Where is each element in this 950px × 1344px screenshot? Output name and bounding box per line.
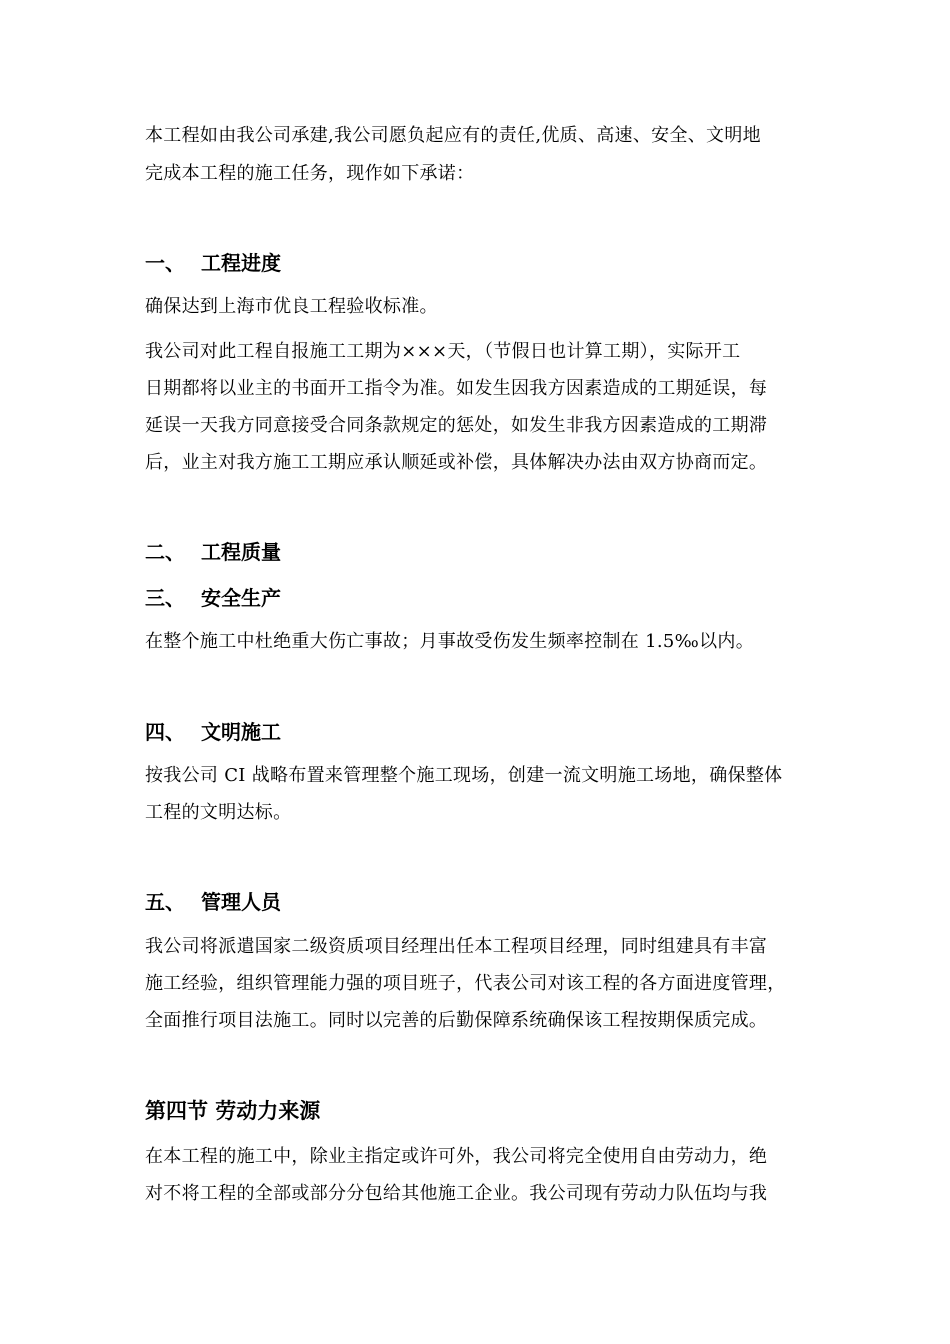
progress-line-4: 延误一天我方同意接受合同条款规定的惩处，如发生非我方因素造成的工期滞 — [145, 415, 768, 436]
progress-line-1: 确保达到上海市优良工程验收标准。 — [145, 296, 438, 317]
section-title: 安全生产 — [201, 586, 281, 610]
management-line-1: 我公司将派遣国家二级资质项目经理出任本工程项目经理，同时组建具有丰富 — [145, 936, 768, 957]
intro-line-1: 本工程如由我公司承建,我公司愿负起应有的责任,优质、高速、安全、文明地 — [145, 125, 761, 146]
section-number: 四、 — [145, 720, 185, 744]
section-title: 管理人员 — [201, 890, 281, 914]
progress-line-2: 我公司对此工程自报施工工期为×××天，（节假日也计算工期），实际开工 — [145, 341, 741, 362]
progress-line-5: 后，业主对我方施工工期应承认顺延或补偿，具体解决办法由双方协商而定。 — [145, 452, 768, 473]
labor-line-1: 在本工程的施工中，除业主指定或许可外，我公司将完全使用自由劳动力，绝 — [145, 1146, 768, 1167]
section-title: 工程质量 — [201, 540, 281, 564]
section-heading-safety — [145, 585, 281, 611]
civilized-line-1: 按我公司 CI 战略布置来管理整个施工现场，创建一流文明施工场地，确保整体 — [145, 765, 783, 786]
labor-line-2: 对不将工程的全部或部分分包给其他施工企业。我公司现有劳动力队伍均与我 — [145, 1183, 768, 1204]
section-number: 五、 — [145, 890, 185, 914]
section-title: 工程进度 — [201, 251, 281, 275]
intro-line-2: 完成本工程的施工任务，现作如下承诺： — [145, 163, 475, 184]
document-page — [145, 0, 810, 1344]
section-heading-quality — [145, 539, 281, 565]
progress-line-3: 日期都将以业主的书面开工指令为准。如发生因我方因素造成的工期延误，每 — [145, 378, 768, 399]
section-heading-progress — [145, 250, 281, 276]
section-heading-management — [145, 889, 281, 915]
management-line-3: 全面推行项目法施工。同时以完善的后勤保障系统确保该工程按期保质完成。 — [145, 1010, 768, 1031]
section-number: 一、 — [145, 251, 185, 275]
civilized-line-2: 工程的文明达标。 — [145, 802, 292, 823]
management-line-2: 施工经验，组织管理能力强的项目班子，代表公司对该工程的各方面进度管理， — [145, 973, 786, 994]
section-heading-civilized — [145, 719, 281, 745]
chapter-title: 第四节 劳动力来源 — [145, 1099, 321, 1123]
section-number: 二、 — [145, 540, 185, 564]
section-number: 三、 — [145, 586, 185, 610]
section-title: 文明施工 — [201, 720, 281, 744]
safety-line-1: 在整个施工中杜绝重大伤亡事故；月事故受伤发生频率控制在 1.5‰以内。 — [145, 631, 754, 652]
